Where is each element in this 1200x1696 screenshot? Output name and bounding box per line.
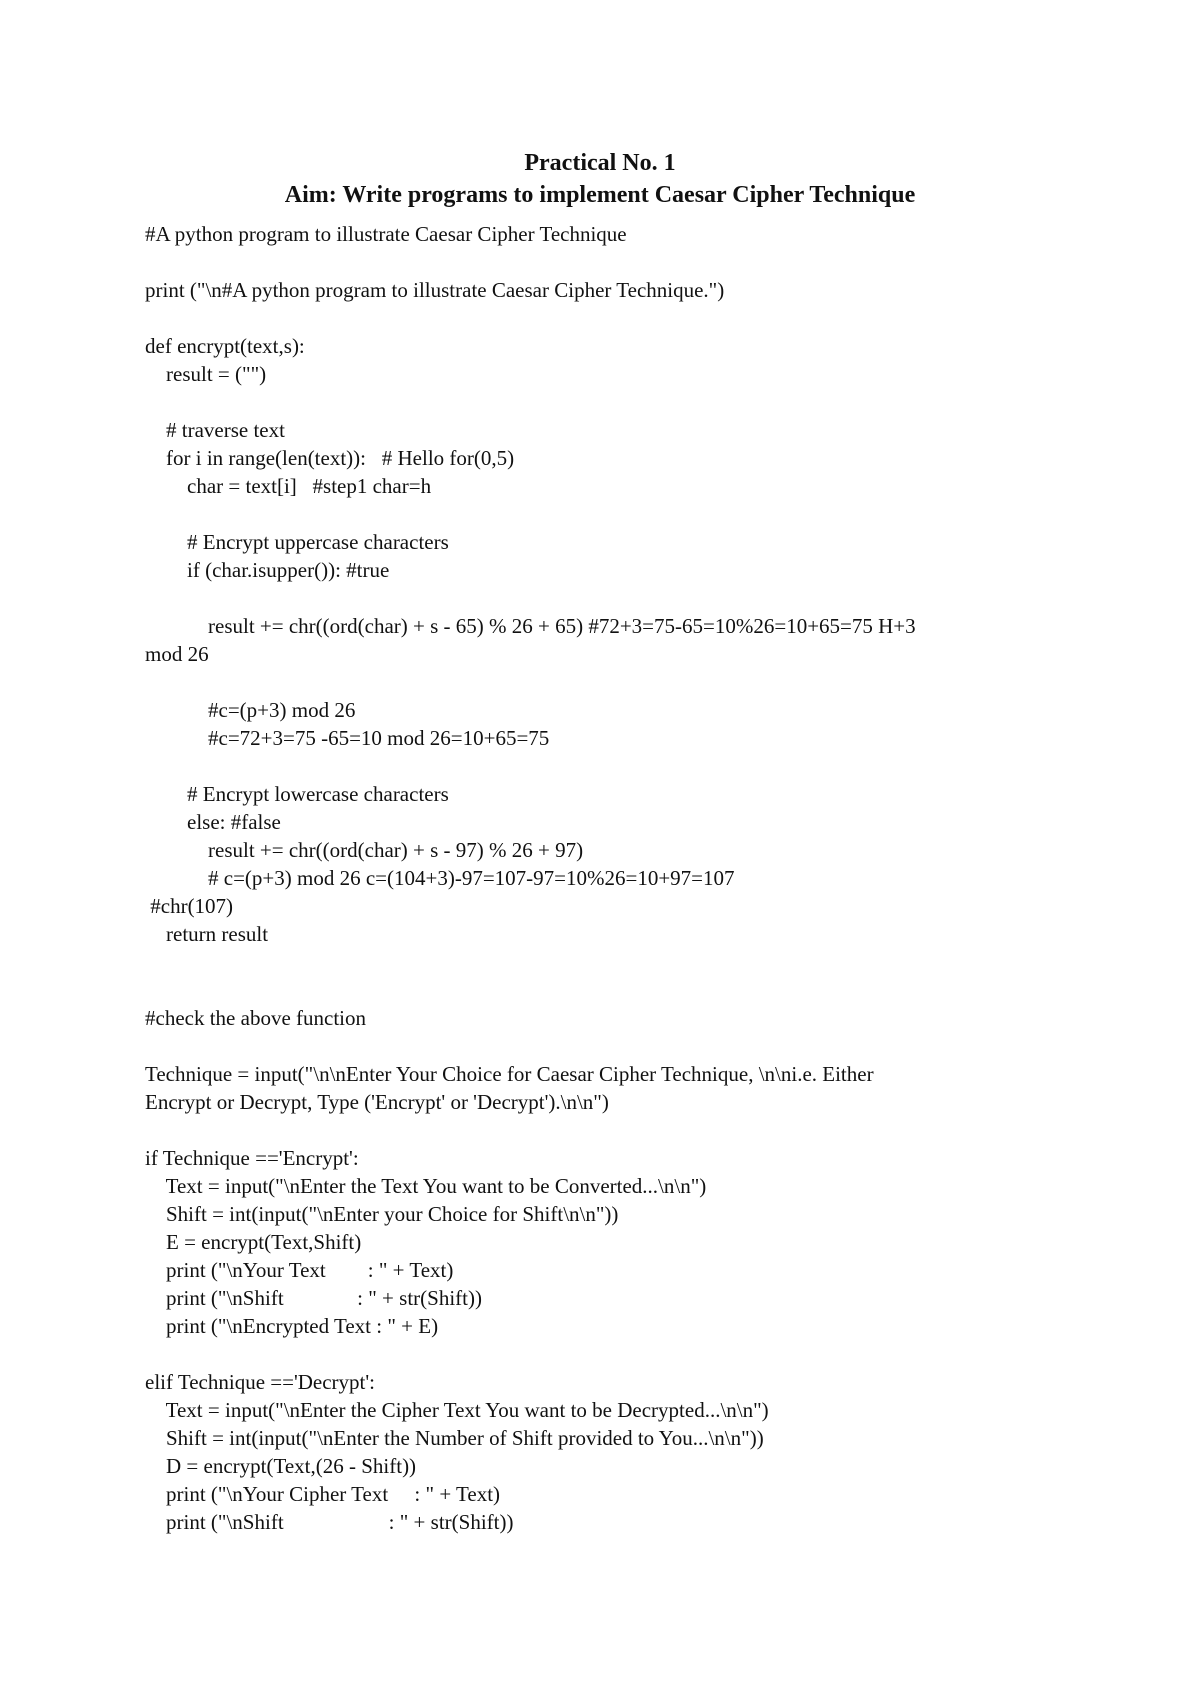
code-line: # c=(p+3) mod 26 c=(104+3)-97=107-97=10%26=10+97=107: [145, 866, 735, 890]
code-line: Text = input("\nEnter the Text You want to be Converted...\n\n"): [145, 1174, 707, 1198]
code-line: #c=(p+3) mod 26: [145, 698, 356, 722]
code-line: D = encrypt(Text,(26 - Shift)): [145, 1454, 417, 1478]
code-line: print ("\nYour Cipher Text : " + Text): [145, 1482, 501, 1506]
code-line: # Encrypt lowercase characters: [145, 782, 449, 806]
code-line: #c=72+3=75 -65=10 mod 26=10+65=75: [145, 726, 550, 750]
code-line: for i in range(len(text)): # Hello for(0,5): [145, 446, 515, 470]
code-line: result += chr((ord(char) + s - 97) % 26 + 97): [145, 838, 584, 862]
code-line: char = text[i] #step1 char=h: [145, 474, 432, 498]
code-line: elif Technique =='Decrypt':: [145, 1370, 375, 1394]
code-line: return result: [145, 922, 269, 946]
code-line: print ("\n#A python program to illustrate Caesar Cipher Technique."): [145, 278, 725, 302]
code-line: print ("\nEncrypted Text : " + E): [145, 1314, 439, 1338]
code-line: result += chr((ord(char) + s - 65) % 26 + 65) #72+3=75-65=10%26=10+65=75 H+3: [145, 614, 916, 638]
practical-title: Practical No. 1: [524, 150, 676, 176]
code-line: result = (""): [145, 362, 267, 386]
code-line: # traverse text: [145, 418, 285, 442]
code-line: E = encrypt(Text,Shift): [145, 1230, 362, 1254]
code-line: print ("\nShift : " + str(Shift)): [145, 1510, 514, 1534]
code-line: mod 26: [145, 642, 209, 666]
code-line: print ("\nYour Text : " + Text): [145, 1258, 454, 1282]
code-line: Shift = int(input("\nEnter the Number of Shift provided to You...\n\n")): [145, 1426, 764, 1450]
code-line: Technique = input("\n\nEnter Your Choice for Caesar Cipher Technique, \n\ni.e. Either: [145, 1062, 874, 1086]
code-line: if (char.isupper()): #true: [145, 558, 390, 582]
aim-heading: Aim: Write programs to implement Caesar Cipher Technique: [284, 182, 916, 208]
code-line: print ("\nShift : " + str(Shift)): [145, 1286, 482, 1310]
code-line: # Encrypt uppercase characters: [145, 530, 449, 554]
code-line: Shift = int(input("\nEnter your Choice for Shift\n\n")): [145, 1202, 619, 1226]
code-line: #A python program to illustrate Caesar Cipher Technique: [145, 222, 627, 246]
code-line: if Technique =='Encrypt':: [145, 1146, 359, 1170]
code-line: else: #false: [145, 810, 281, 834]
code-line: #chr(107): [145, 894, 234, 918]
code-line: Encrypt or Decrypt, Type ('Encrypt' or 'Decrypt').\n\n"): [145, 1090, 609, 1114]
code-line: #check the above function: [145, 1006, 366, 1030]
code-line: def encrypt(text,s):: [145, 334, 305, 358]
code-line: Text = input("\nEnter the Cipher Text You want to be Decrypted...\n\n"): [145, 1398, 769, 1422]
